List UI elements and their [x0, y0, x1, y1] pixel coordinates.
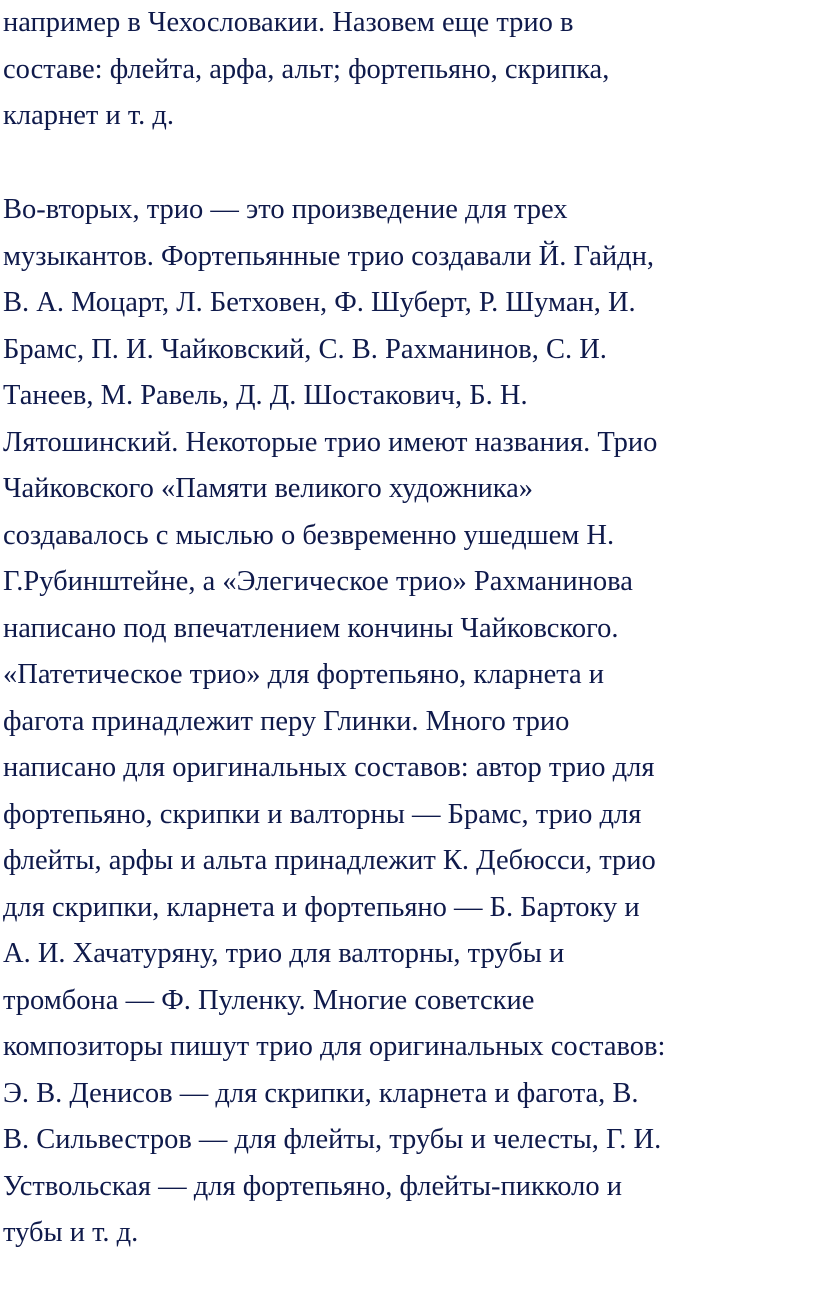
- text-line: А. И. Хачатуряну, трио для валторны, трубы и: [3, 938, 565, 969]
- paragraph-1: [3, 0, 609, 140]
- text-line: написано для оригинальных составов: автор трио для: [3, 752, 655, 783]
- text-line: фагота принадлежит перу Глинки. Много трио: [3, 705, 570, 737]
- text-line: Танеев, М. Равель, Д. Д. Шостакович, Б. Н.: [3, 380, 528, 411]
- text-line: например в Чехословакии. Назовем еще трио в: [3, 7, 574, 38]
- text-line: композиторы пишут трио для оригинальных составов:: [3, 1031, 666, 1062]
- text-line: Чайковского «Памяти великого художника»: [3, 473, 534, 504]
- text-line: тромбона — Ф. Пуленку. Многие советские: [3, 984, 535, 1016]
- text-line: Лятошинский. Некоторые трио имеют названия. Трио: [3, 426, 658, 458]
- text-line: для скрипки, кларнета и фортепьяно — Б. Бартоку и: [3, 891, 640, 923]
- text-line: Во-вторых, трио — это произведение для трех: [3, 194, 568, 225]
- text-line: фортепьяно, скрипки и валторны — Брамс, трио для: [3, 798, 642, 830]
- paragraph-2: [3, 187, 665, 1257]
- text-line: «Патетическое трио» для фортепьяно, кларнета и: [3, 659, 605, 690]
- text-line: Г.Рубинштейне, а «Элегическое трио» Рахманинова: [3, 566, 633, 597]
- text-line: тубы и т. д.: [3, 1217, 139, 1248]
- text-line: В. А. Моцарт, Л. Бетховен, Ф. Шуберт, Р. Шуман, И.: [3, 287, 636, 318]
- text-line: написано под впечатлением кончины Чайковского.: [3, 612, 619, 644]
- text-line: Э. В. Денисов — для скрипки, кларнета и фагота, В.: [3, 1077, 639, 1109]
- text-line: В. Сильвестров — для флейты, трубы и челесты, Г. И.: [3, 1124, 662, 1155]
- text-line: Уствольская — для фортепьяно, флейты-пикколо и: [3, 1170, 622, 1202]
- text-line: составе: флейта, арфа, альт; фортепьяно, скрипка,: [3, 53, 610, 85]
- text-line: кларнет и т. д.: [3, 100, 175, 131]
- text-line: создавалось с мыслью о безвременно ушедшем Н.: [3, 519, 615, 551]
- text-line: флейты, арфы и альта принадлежит К. Дебюсси, трио: [3, 845, 656, 876]
- text-line: музыкантов. Фортепьянные трио создавали Й. Гайдн,: [3, 240, 655, 272]
- text-line: Брамс, П. И. Чайковский, С. В. Рахманинов, С. И.: [3, 333, 607, 365]
